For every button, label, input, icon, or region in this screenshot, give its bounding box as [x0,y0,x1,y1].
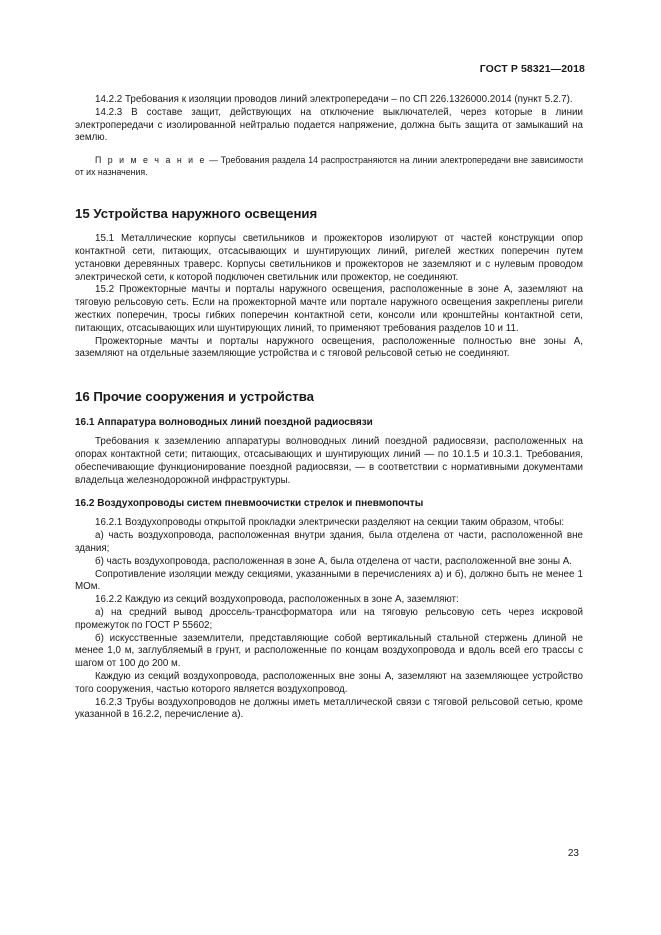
page-number: 23 [567,848,579,859]
list-item-16-2-1-b: б) часть воздухопровода, расположенная в зоне А, была отделена от части, расположенной вне зоны А. [95,555,572,567]
paragraph-15-2-cont: Прожекторные мачты и порталы наружного освещения, расположенные полностью вне зоны А, заземляют на отдельные заземляющие устройства и с тяговой рельсовой сетью не соединяют. [75,335,583,360]
note-text: — Требования раздела 14 распространяются на линии электропередачи вне зависимости от их назначения. [75,155,583,177]
note-section-14 [75,155,583,178]
paragraph-outside-zone-a: Каждую из секций воздухопровода, расположенных вне зоны А, заземляют на заземляющее устройство того сооружения, частью которого является воздухопровод. [75,670,583,695]
paragraph-14-2-3: 14.2.3 В составе защит, действующих на отключение выключателей, через которые в линии электропередачи с изолированной нейтралью подается напряжение, должна быть защита от замыкаший на землю. [75,106,583,144]
section-16-title: 16 Прочие сооружения и устройства [75,389,314,405]
paragraph-14-2-2: 14.2.2 Требования к изоляции проводов линий электропередачи – по СП 226.1326000.2014 (пункт 5.2.7). [95,94,573,105]
subsection-16-2-title: 16.2 Воздухопроводы систем пневмоочистки стрелок и пневмопочты [75,498,424,510]
paragraph-15-2: 15.2 Прожекторные мачты и порталы наружного освещения, расположенные в зоне А, заземляют на тяговую рельсовую сеть. Если на прожекторной мачте или портале наружного освещения закреплены ригели жестких поперечин, тросы гибких поперечин контактной сети, консоли или кронштейны контактной сети, питающих, отсасывающих или шунтирующих линий, то применяют требования разделов 10 и 11. [75,284,583,334]
document-standard-id: ГОСТ Р 58321—2018 [479,63,585,75]
subsection-16-1-title: 16.1 Аппаратура волноводных линий поездной радиосвязи [75,417,373,429]
paragraph-16-2-1: 16.2.1 Воздухопроводы открытой прокладки электрически разделяют на секции таким образом, чтобы: [95,517,565,529]
document-body [75,94,583,722]
list-item-16-2-2-b: б) искусственные заземлители, представляющие собой вертикальный стальной стержень длиной не менее 1,0 м, заглубляемый в грунт, и расположенные по концам воздухопровода и вдоль всей его трассы с шагом от 100 до 200 м. [75,632,583,670]
note-label: П р и м е ч а н и е [95,155,207,166]
paragraph-16-2-3: 16.2.3 Трубы воздухопроводов не должны иметь металлической связи с тяговой рельсовой сетью, кроме указанной в 16.2.2, перечисление а). [75,696,583,721]
paragraph-16-2-2: 16.2.2 Каждую из секций воздухопровода, расположенных в зоне А, заземляют: [95,594,459,606]
list-item-16-2-1-a: а) часть воздухопровода, расположенная внутри здания, была отделена от части, расположенной вне здания; [75,530,583,554]
section-15-title: 15 Устройства наружного освещения [75,206,318,222]
list-item-16-2-2-a: а) на средний вывод дроссель-трансформатора или на тяговую рельсовую сеть через искровой промежуток по ГОСТ Р 55602; [75,606,583,631]
paragraph-15-1: 15.1 Металлические корпусы светильников и прожекторов изолируют от частей конструкции опор контактной сети, питающих, отсасывающих и шунтирующих линий, ригелей жестких поперечин путем установки деревянных траверс. Корпусы светильников и прожекторов не заземляют и с нулевым проводом электрической сети, к которой подключен светильник или прожектор, не соединяют. [75,233,583,283]
paragraph-16-1: Требования к заземлению аппаратуры волноводных линий поездной радиосвязи, расположенных на опорах контактной сети; питающих, отсасывающих и шунтирующих линий — по 10.1.5 и 10.3.1. Требования, обеспечивающие функционирование поездной радиосвязи, — в соответствии с нормативными документами владельца железнодорожной инфраструктуры. [75,436,583,486]
paragraph-insulation-resistance: Сопротивление изоляции между секциями, указанными в перечислениях а) и б), должно быть не менее 1 МОм. [75,568,583,593]
